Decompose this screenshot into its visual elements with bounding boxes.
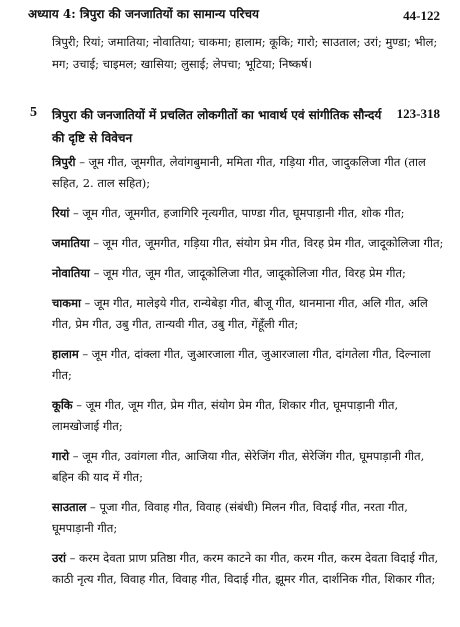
tribe-entry: [52, 548, 444, 590]
tribe-entry: [52, 233, 444, 254]
tribe-entry: [52, 344, 444, 386]
tribe-name: चाकमा: [52, 296, 81, 310]
tribe-entry: [52, 395, 444, 437]
tribe-name: नोवातिया: [52, 266, 90, 280]
tribe-entry: [52, 446, 444, 488]
song-list: – जूम गीत, दांक्ला गीत, जुआरजाला गीत, जुआरजाला गीत, दांगतेला गीत, दिल्नाला गीत;: [52, 347, 431, 382]
song-list: – जूम गीत, उवांगला गीत, आजिया गीत, सेरेजिंग गीत, सेरेजिंग गीत, घूमपाड़ानी गीत, बहिन की याद में गीत;: [52, 449, 425, 484]
tribe-song-list: [52, 152, 444, 599]
chapter-5-number: 5: [30, 105, 37, 120]
song-list: – जूम गीत, जूमगीत, गड़िया गीत, संयोग प्रेम गीत, विरह प्रेम गीत, जादूकोलिजा गीत;: [89, 236, 444, 250]
tribe-name: त्रिपुरी: [52, 155, 76, 169]
tribe-name: साउताल: [52, 500, 87, 514]
chapter-4-title: अध्याय 4: त्रिपुरा की जनजातियों का सामान्य परिचय: [28, 7, 259, 21]
tribe-entry: [52, 293, 444, 335]
tribe-name: कूकि: [52, 398, 73, 412]
song-list: – जूम गीत, मालेइये गीत, रान्येबेड़ा गीत, बीजू गीत, थानमाना गीत, अलि गीत, अलि गीत, प्रेम गीत, उबु गीत, तान्यवी गीत, उबु गीत, गेंहूँली गीत;: [52, 296, 428, 331]
tribe-name: जमातिया: [52, 236, 90, 250]
tribe-entry: [52, 497, 444, 539]
song-list: – जूम गीत, जूमगीत, हजागिरि नृत्यगीत, पाण्डा गीत, घूमपाड़ानी गीत, शोक गीत;: [69, 206, 405, 220]
tribe-entry: [52, 203, 444, 224]
chapter-5-title: त्रिपुरा की जनजातियों में प्रचलित लोकगीतों का भावार्थ एवं सांगीतिक सौन्दर्य की दृष्टि से विवेचन: [52, 108, 382, 145]
tribe-entry: [52, 263, 444, 284]
chapter-5-pages: 123-318: [396, 106, 440, 121]
song-list: – पूजा गीत, विवाह गीत, विवाह (संबंधी) मिलन गीत, विदाई गीत, नरता गीत, घूमपाड़ानी गीत;: [52, 500, 408, 535]
tribe-name: रियां: [52, 206, 70, 220]
song-list: – करम देवता प्राण प्रतिष्ठा गीत, करम काटने का गीत, करम गीत, करम देवता विदाई गीत, काठी नृत्य गीत, विवाह गीत, विवाह गीत, विदाई गीत, झूमर गीत, दार्शनिक गीत, शिकार गीत;: [52, 551, 439, 586]
tribe-entry: [52, 152, 444, 194]
chapter-4-tribe-list: त्रिपुरी; रियां; जमातिया; नोवातिया; चाकमा; हालाम; कूकि; गारो; साउताल; उरां; मुण्डा; भील; मग; उचाई; चाइमल; खासिया; लुसाई; लेपचा; भूटिया; निष्कर्ष।: [52, 35, 438, 71]
chapter-4-pages: 44-122: [403, 8, 440, 23]
tribe-name: गारो: [52, 449, 70, 463]
tribe-name: हालाम: [52, 347, 79, 361]
song-list: – जूम गीत, जूम गीत, जादूकोलिजा गीत, जादूकोलिजा गीत, विरह प्रेम गीत;: [89, 266, 406, 280]
song-list: – जूम गीत, जूम गीत, प्रेम गीत, संयोग प्रेम गीत, शिकार गीत, घूमपाड़ानी गीत, लामखोजाई गीत;: [52, 398, 399, 433]
tribe-name: उरां: [52, 551, 66, 565]
song-list: – जूम गीत, जूमगीत, लेवांगबुमानी, ममिता गीत, गड़िया गीत, जादुकलिजा गीत (ताल सहित, 2. ताल सहित);: [52, 155, 426, 190]
